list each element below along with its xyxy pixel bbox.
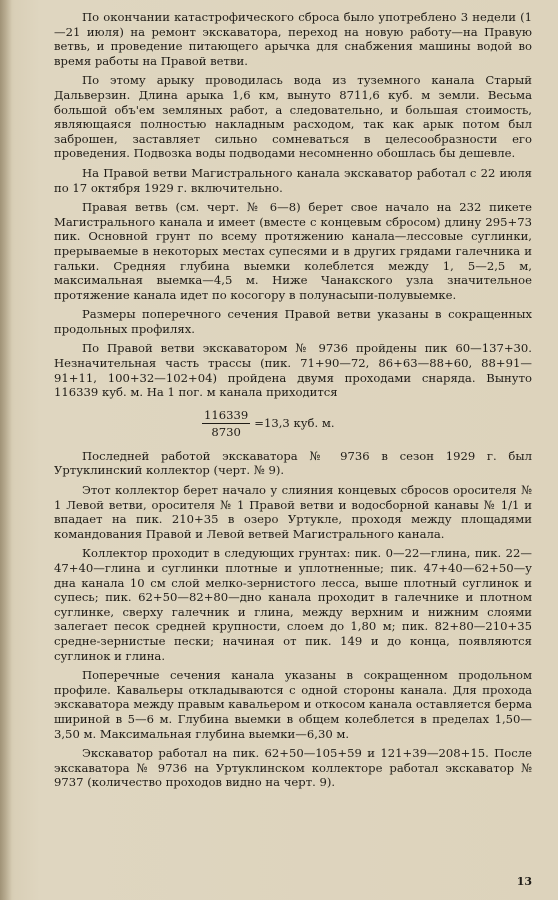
paragraph-collector-sections: Поперечные сечения канала указаны в сокращенном продольном профиле. Кавальеры откладываются с одной стороны канала. Для прохода экскаватора между правым кавальером и откосом канала оставляется берма шириной в 5—6 м. Глубина выемки в общем колеблется в пределах 1,50—3,50 м. Максимальная глубина выемки—6,30 м.	[54, 668, 532, 741]
paragraph-right-branch-dates: На Правой ветви Магистрального канала экскаватор работал с 22 июля по 17 октября 1929 г. включительно.	[54, 165, 532, 195]
formula-numerator: 116339	[204, 407, 249, 422]
paragraph-aryk: По этому арыку проводилась вода из туземного канала Старый Дальверзин. Длина арыка 1,6 км, вынуто 8711,6 куб. м земли. Весьма большой объ'ем земляных работ, а следовательно, и большая стоимость, являющаяся полностью накладным расходом, так как арык потом был заброшен, заставляет сильно сомневаться в целесообразности его проведения. Подвозка воды подводами несомненно обошлась бы дешевле.	[54, 73, 532, 161]
volume-formula	[202, 408, 532, 439]
formula-denominator: 8730	[211, 424, 241, 439]
paragraph-collector-origin: Этот коллектор берет начало у слияния концевых сбросов оросителя № 1 Левой ветви, оросителя № 1 Правой ветви и водосборной канавы № 1/1 и впадает на пик. 210+35 в озеро Уртукле, проходя между площадями командования Правой и Левой ветвей Магистрального канала.	[54, 483, 532, 541]
formula-fraction	[202, 408, 250, 439]
paragraph-last-work: Последней работой экскаватора № 9736 в сезон 1929 г. был Уртуклинский коллектор (черт. № 9).	[54, 448, 532, 478]
page-number: 13	[516, 875, 532, 888]
paragraph-right-branch-description: Правая ветвь (см. черт. № 6—8) берет свое начало на 232 пикете Магистрального канала и имеет (вместе с концевым сбросом) длину 295+73 пик. Основной грунт по всему протяжению канала—лессовые суглинки, прерываемые в некоторых местах супесями и в других грядами галечника и гальки. Средняя глубина выемки колеблется между 1, 5—2,5 м, максимальная выемка—4,5 м. Ниже Чанакского узла значительное протяжение канала идет по косогору в полунасыпи-полувыемке.	[54, 200, 532, 302]
paragraph-collector-soils: Коллектор проходит в следующих грунтах: пик. 0—22—глина, пик. 22—47+40—глина и суглинки плотные и уплотненные; пик. 47+40—62+50—у дна канала 10 см слой мелко-зернистого лесса, выше плотный суглинок и супесь; пик. 62+50—82+80—дно канала проходит в галечнике и плотном суглинке, сверху галечник и глина, между верхним и нижним слоями залегает песок средней крупности, слоем до 1,80 м; пик. 82+80—210+35 средне-зернистые пески; начиная от пик. 149 и до конца, появляются суглинок и глина.	[54, 546, 532, 663]
paragraph-excavator-9737: Экскаватор работал на пик. 62+50—105+59 и 121+39—208+15. После экскаватора № 9736 на Уртуклинском коллекторе работал экскаватор № 9737 (количество проходов видно на черт. 9).	[54, 746, 532, 790]
formula-result: =13,3 куб. м.	[254, 416, 335, 431]
paragraph-repair: По окончании катастрофического сброса было употреблено 3 недели (1—21 июля) на ремонт экскаватора, переход на новую работу—на Правую ветвь, и проведение питающего арычка для снабжения машины водой во время работы на Правой ветви.	[54, 10, 532, 68]
paragraph-cross-sections: Размеры поперечного сечения Правой ветви указаны в сокращенных продольных профилях.	[54, 307, 532, 336]
page-body	[54, 10, 532, 795]
binding-shadow	[0, 0, 12, 900]
paragraph-excavator-9736: По Правой ветви экскаватором № 9736 пройдены пик 60—137+30. Незначительная часть трассы (пик. 71+90—72, 86+63—88+60, 88+91—91+11, 100+32—102+04) пройдена двумя проходами снаряда. Вынуто 116339 куб. м. На 1 пог. м канала приходится	[54, 341, 532, 400]
